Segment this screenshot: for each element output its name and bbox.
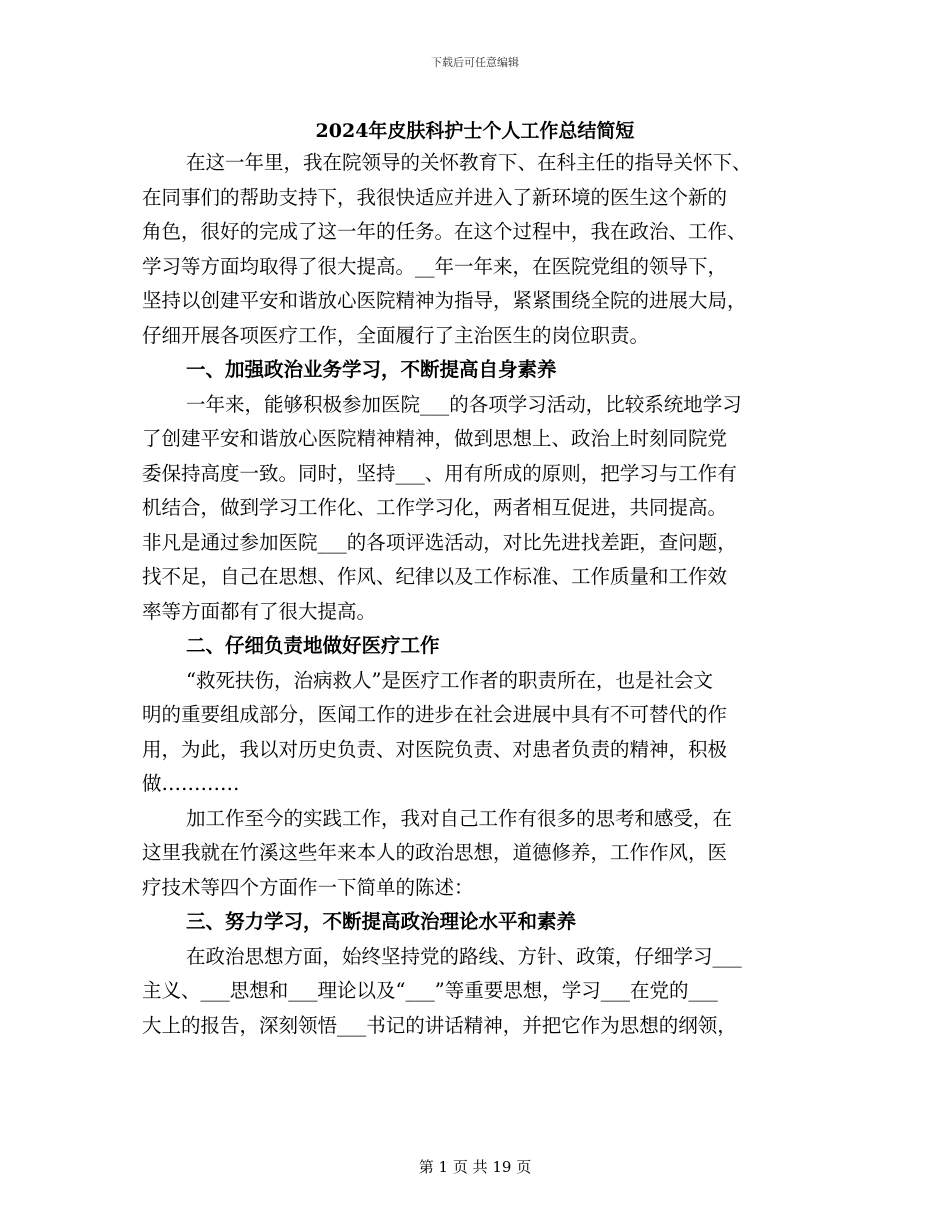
document-title: 2024年皮肤科护士个人工作总结简短 [315,120,635,142]
paragraph-line: 仔细开展各项医疗工作，全面履行了主治医生的岗位职责。 [142,323,650,347]
paragraph-line: 主义、___思想和___理论以及“___”等重要思想，学习___在党的___ [142,979,718,1002]
paragraph-line: 学习等方面均取得了很大提高。__年一年来，在医院党组的领导下， [142,254,728,278]
paragraph-line: 用，为此，我以对历史负责、对医院负责、对患者负责的精神，积极 [142,737,728,761]
paragraph-line: 这里我就在竹溪这些年来本人的政治思想，道德修养，工作作风，医 [142,841,728,864]
section-heading: 一、加强政治业务学习，不断提高自身素养 [186,358,557,381]
paragraph-line: 疗技术等四个方面作一下简单的陈述： [142,875,474,899]
paragraph-line: 明的重要组成部分，医闻工作的进步在社会进展中具有不可替代的作 [142,703,728,726]
paragraph-line: 了创建平安和谐放心医院精神精神，做到思想上、政治上时刻同院党 [142,427,728,450]
paragraph-line: 委保持高度一致。同时，坚持___、用有所成的原则，把学习与工作有 [142,461,737,485]
paragraph-line: 率等方面都有了很大提高。 [142,599,377,623]
paragraph-line: 一年来，能够积极参加医院___的各项学习活动，比较系统地学习 [186,392,742,416]
document-body [142,146,808,1043]
paragraph-line: 机结合，做到学习工作化、工作学习化，两者相互促进，共同提高。 [142,496,728,519]
paragraph-line: 加工作至今的实践工作，我对自己工作有很多的思考和感受，在 [186,806,733,830]
paragraph-line: “救死扶伤，治病救人”是医疗工作者的职责所在，也是社会文 [186,668,713,692]
page-footer: 第 1 页 共 19 页 [418,1158,532,1176]
paragraph-line: 在这一年里，我在院领导的关怀教育下、在科主任的指导关怀下、 [186,151,752,174]
paragraph-line: 角色，很好的完成了这一年的任务。在这个过程中，我在政治、工作、 [142,220,747,243]
paragraph-line: 做………… [142,772,240,795]
paragraph-line: 找不足，自己在思想、作风、纪律以及工作标准、工作质量和工作效 [142,565,728,588]
paragraph-line: 非凡是通过参加医院___的各项评选活动，对比先进找差距，查问题， [142,530,737,554]
section-heading: 三、努力学习，不断提高政治理论水平和素养 [186,910,577,933]
paragraph-line: 在同事们的帮助支持下，我很快适应并进入了新环境的医生这个新的 [142,185,728,209]
header-note: 下载后可任意编辑 [431,56,519,69]
section-heading: 二、仔细负责地做好医疗工作 [186,634,440,657]
paragraph-line: 在政治思想方面，始终坚持党的路线、方针、政策，仔细学习___ [186,944,742,968]
paragraph-line: 大上的报告，深刻领悟___书记的讲话精神，并把它作为思想的纲领， [142,1013,737,1037]
paragraph-line: 坚持以创建平安和谐放心医院精神为指导，紧紧围绕全院的进展大局， [142,289,747,312]
